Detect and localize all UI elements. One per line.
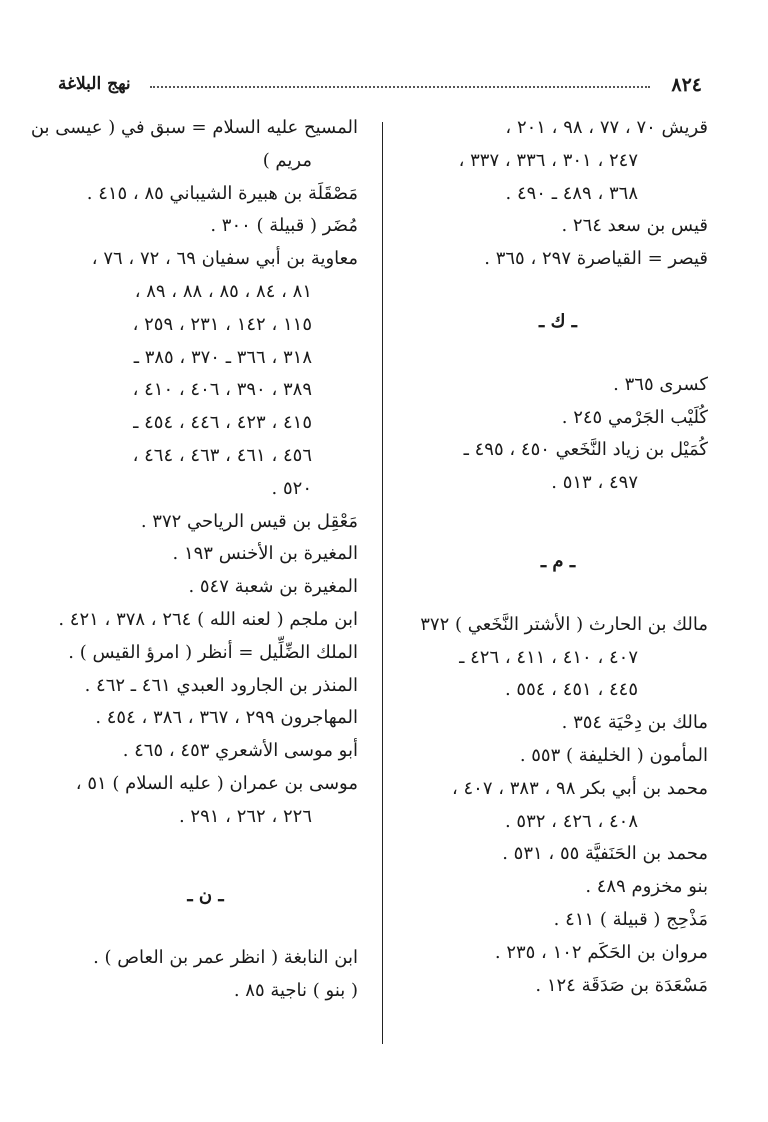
index-entry-qays: قيس بن سعد ٢٦٤ . <box>561 215 708 237</box>
index-entry-quraysh: قريش ٧٠ ، ٧٧ ، ٩٨ ، ٢٠١ ، <box>505 117 708 138</box>
index-entry-continuation: ٤٩٧ ، ٥١٣ . <box>551 472 638 494</box>
index-entry-masqala: مَصْقَلَة بن هبيرة الشيباني ٨٥ ، ٤١٥ . <box>86 182 358 204</box>
index-entry-continuation: ٤٤٥ ، ٤٥١ ، ٥٥٤ . <box>504 679 638 701</box>
index-column-left <box>30 112 358 1008</box>
index-entry-abu-musa: أبو موسى الأشعري ٤٥٣ ، ٤٦٥ . <box>122 740 358 762</box>
index-entry-mamun: المأمون ( الخليفة ) ٥٥٣ . <box>519 744 708 766</box>
index-entry-continuation: ٥٢٠ . <box>271 477 312 499</box>
index-entry-qaysar: قيصر = القياصرة ٢٩٧ ، ٣٦٥ . <box>484 248 708 270</box>
index-entry-muhammad-abi-bakr: محمد بن أبي بكر ٩٨ ، ٣٨٣ ، ٤٠٧ ، <box>451 777 708 799</box>
index-entry-continuation: ٤٥٦ ، ٤٦١ ، ٤٦٣ ، ٤٦٤ ، <box>132 444 312 466</box>
page-header <box>58 74 702 100</box>
index-entry-masada: مَسْعَدَة بن صَدَقَة ١٢٤ . <box>535 974 708 996</box>
index-entry-malik-ashtar: مالك بن الحارث ( الأشتر النَّخَعي ) ٣٧٢ <box>420 613 708 635</box>
index-entry-maqil: مَعْقِل بن قيس الرياحي ٣٧٢ . <box>140 510 358 532</box>
section-heading-kaf: ـ ك ـ <box>539 310 577 332</box>
index-entry-mudar: مُضَر ( قبيلة ) ٣٠٠ . <box>210 215 358 237</box>
section-heading-nun: ـ ن ـ <box>187 884 224 906</box>
index-entry-banu-najiya: ( بنو ) ناجية ٨٥ . <box>233 980 358 1002</box>
index-entry-continuation: ٢٢٦ ، ٢٦٢ ، ٢٩١ . <box>178 805 312 827</box>
header-dotted-rule <box>150 86 650 88</box>
index-entry-madhhij: مَذْحِج ( قبيلة ) ٤١١ . <box>553 908 708 930</box>
index-entry-muawiya: معاوية بن أبي سفيان ٦٩ ، ٧٢ ، ٧٦ ، <box>91 248 358 270</box>
index-entry-kulayb: كُلَيْب الجَرْمي ٢٤٥ . <box>561 406 708 428</box>
index-entry-banu-makhzum: بنو مخزوم ٤٨٩ . <box>585 876 708 898</box>
index-entry-mundhir: المنذر بن الجارود العبدي ٤٦١ ـ ٤٦٢ . <box>84 674 358 696</box>
index-entry-mughira-shuba: المغيرة بن شعبة ٥٤٧ . <box>188 576 358 598</box>
page-number: ٨٢٤ <box>671 74 702 96</box>
index-entry-continuation: ٤٠٧ ، ٤١٠ ، ٤١١ ، ٤٢٦ ـ <box>459 646 638 668</box>
index-entry-continuation: ٤١٥ ، ٤٢٣ ، ٤٤٦ ، ٤٥٤ ـ <box>133 412 312 434</box>
index-entry-marwan: مروان بن الحَكَم ١٠٢ ، ٢٣٥ . <box>494 941 708 963</box>
index-entry-continuation: ٣٨٩ ، ٣٩٠ ، ٤٠٦ ، ٤١٠ ، <box>132 379 312 401</box>
index-entry-mughira-akhnas: المغيرة بن الأخنس ١٩٣ . <box>172 543 358 565</box>
book-title: نهج البلاغة <box>58 74 131 94</box>
index-entry-continuation: ١١٥ ، ١٤٢ ، ٢٣١ ، ٢٥٩ ، <box>132 313 312 335</box>
index-entry-ibn-muljam: ابن ملجم ( لعنه الله ) ٢٦٤ ، ٣٧٨ ، ٤٢١ . <box>58 608 358 630</box>
index-column-right <box>408 112 708 1002</box>
index-entry-continuation: ٨١ ، ٨٤ ، ٨٥ ، ٨٨ ، ٨٩ ، <box>134 280 312 302</box>
index-entry-continuation: ٣٦٨ ، ٤٨٩ ـ ٤٩٠ . <box>505 182 638 204</box>
index-entry-continuation: ٤٠٨ ، ٤٢٦ ، ٥٣٢ . <box>504 810 638 832</box>
index-entry-masih: المسيح عليه السلام = سبق في ( عيسى بن <box>30 117 358 138</box>
index-entry-musa: موسى بن عمران ( عليه السلام ) ٥١ ، <box>75 772 358 794</box>
index-entry-muhajirun: المهاجرون ٢٩٩ ، ٣٦٧ ، ٣٨٦ ، ٤٥٤ . <box>95 707 358 729</box>
index-entry-kumayl: كُمَيْل بن زياد النَّخَعي ٤٥٠ ، ٤٩٥ ـ <box>463 439 708 461</box>
index-entry-continuation: مريم ) <box>262 149 312 171</box>
index-entry-ibn-nabigha: ابن النابغة ( انظر عمر بن العاص ) . <box>93 947 358 969</box>
index-entry-continuation: ٢٤٧ ، ٣٠١ ، ٣٣٦ ، ٣٣٧ ، <box>458 149 638 171</box>
index-entry-muhammad-hanafiyya: محمد بن الحَنَفيَّة ٥٥ ، ٥٣١ . <box>502 843 708 865</box>
column-divider <box>382 122 383 1044</box>
index-entry-malik-dillil: الملك الضِّلِّيل = أنظر ( امرؤ القيس ) . <box>68 641 358 663</box>
index-entry-kisra: كسرى ٣٦٥ . <box>613 373 708 395</box>
index-entry-malik-dihya: مالك بن دِحْيَة ٣٥٤ . <box>561 712 708 734</box>
index-entry-continuation: ٣١٨ ، ٣٦٦ ـ ٣٧٠ ، ٣٨٥ ـ <box>133 346 312 368</box>
section-heading-mim: ـ م ـ <box>540 550 576 572</box>
